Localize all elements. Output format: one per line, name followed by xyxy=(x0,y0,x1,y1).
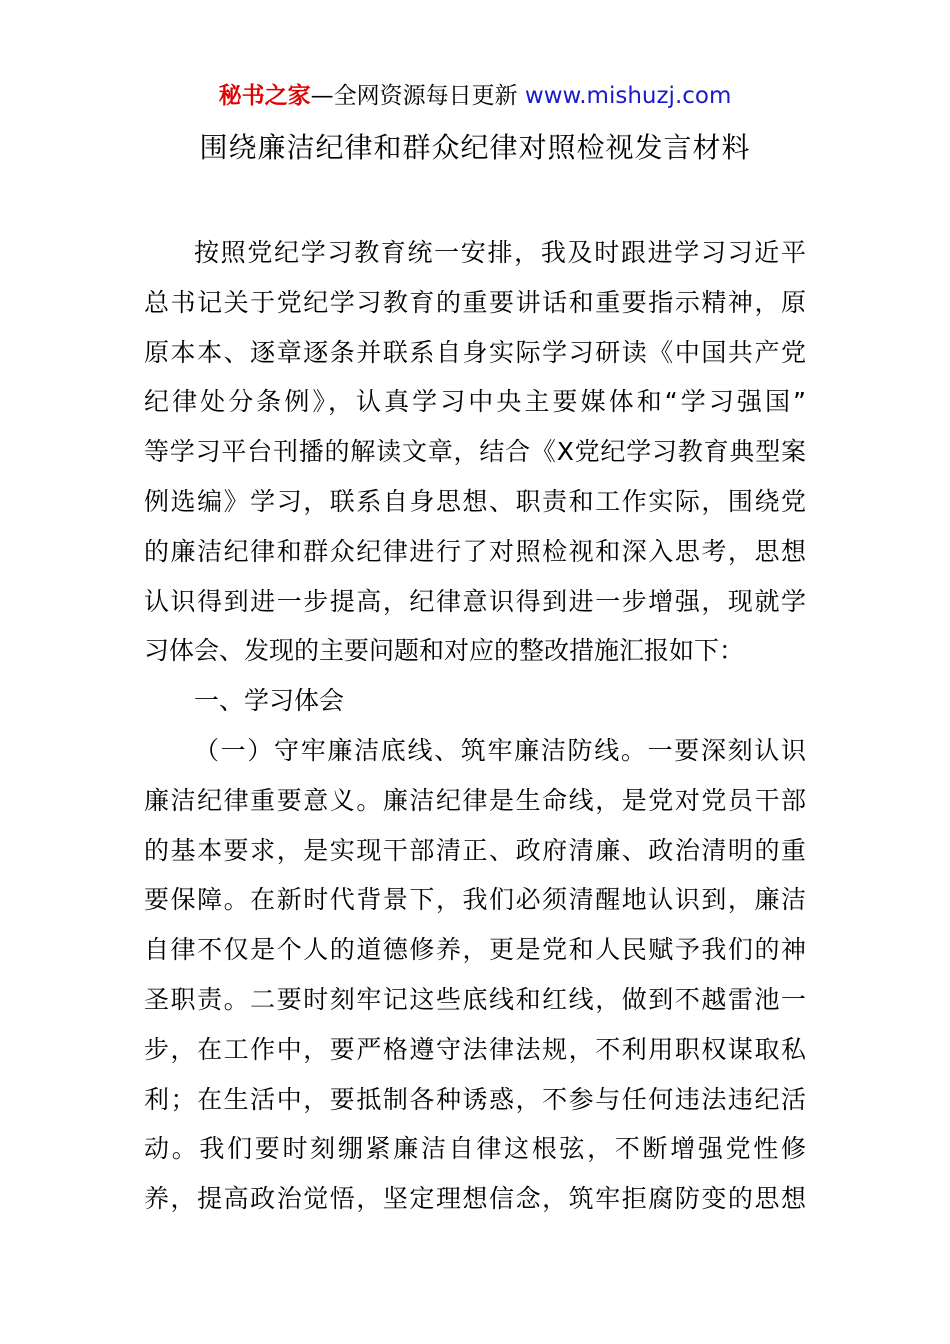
body-line: 养，提高政治觉悟，坚定理想信念，筑牢拒腐防变的思想 xyxy=(144,1184,806,1214)
document-title: 围绕廉洁纪律和群众纪律对照检视发言材料 xyxy=(199,131,751,164)
body-line: 按照党纪学习教育统一安排，我及时跟进学习习近平 xyxy=(194,238,806,267)
body-line: 例选编》学习，联系自身思想、职责和工作实际，围绕党 xyxy=(144,486,806,516)
section-heading: 一、学习体会 xyxy=(194,686,345,716)
body-line: 纪律处分条例》，认真学习中央主要媒体和“学习强国” xyxy=(144,387,806,417)
brand-name: 秘书之家 xyxy=(218,83,311,109)
document-body xyxy=(144,228,806,1224)
body-line: 总书记关于党纪学习教育的重要讲话和重要指示精神，原 xyxy=(144,287,806,317)
body-line: 自律不仅是个人的道德修养，更是党和人民赋予我们的神 xyxy=(144,935,806,965)
header-tagline: —全网资源每日更新 xyxy=(310,83,525,109)
body-line: 动。我们要时刻绷紧廉洁自律这根弦，不断增强党性修 xyxy=(144,1134,806,1164)
body-line: （一）守牢廉洁底线、筑牢廉洁防线。一要深刻认识 xyxy=(194,735,806,765)
body-line: 原本本、逐章逐条并联系自身实际学习研读《中国共产党 xyxy=(144,337,806,367)
body-line: 步，在工作中，要严格遵守法律法规，不利用职权谋取私 xyxy=(144,1034,806,1064)
body-line: 的廉洁纪律和群众纪律进行了对照检视和深入思考，思想 xyxy=(144,536,806,566)
body-line: 等学习平台刊播的解读文章，结合《X党纪学习教育典型案 xyxy=(144,437,806,467)
body-line: 的基本要求，是实现干部清正、政府清廉、政治清明的重 xyxy=(144,835,806,865)
body-line: 习体会、发现的主要问题和对应的整改措施汇报如下： xyxy=(144,636,745,666)
site-header xyxy=(0,80,950,112)
body-line: 认识得到进一步提高，纪律意识得到进一步增强，现就学 xyxy=(144,586,806,616)
body-line: 利；在生活中，要抵制各种诱惑，不参与任何违法违纪活 xyxy=(144,1084,806,1114)
site-url[interactable]: www.mishuzj.com xyxy=(524,83,732,109)
body-line: 圣职责。二要时刻牢记这些底线和红线，做到不越雷池一 xyxy=(144,984,806,1014)
body-line: 要保障。在新时代背景下，我们必须清醒地认识到，廉洁 xyxy=(144,885,806,915)
body-line: 廉洁纪律重要意义。廉洁纪律是生命线，是党对党员干部 xyxy=(144,785,806,815)
